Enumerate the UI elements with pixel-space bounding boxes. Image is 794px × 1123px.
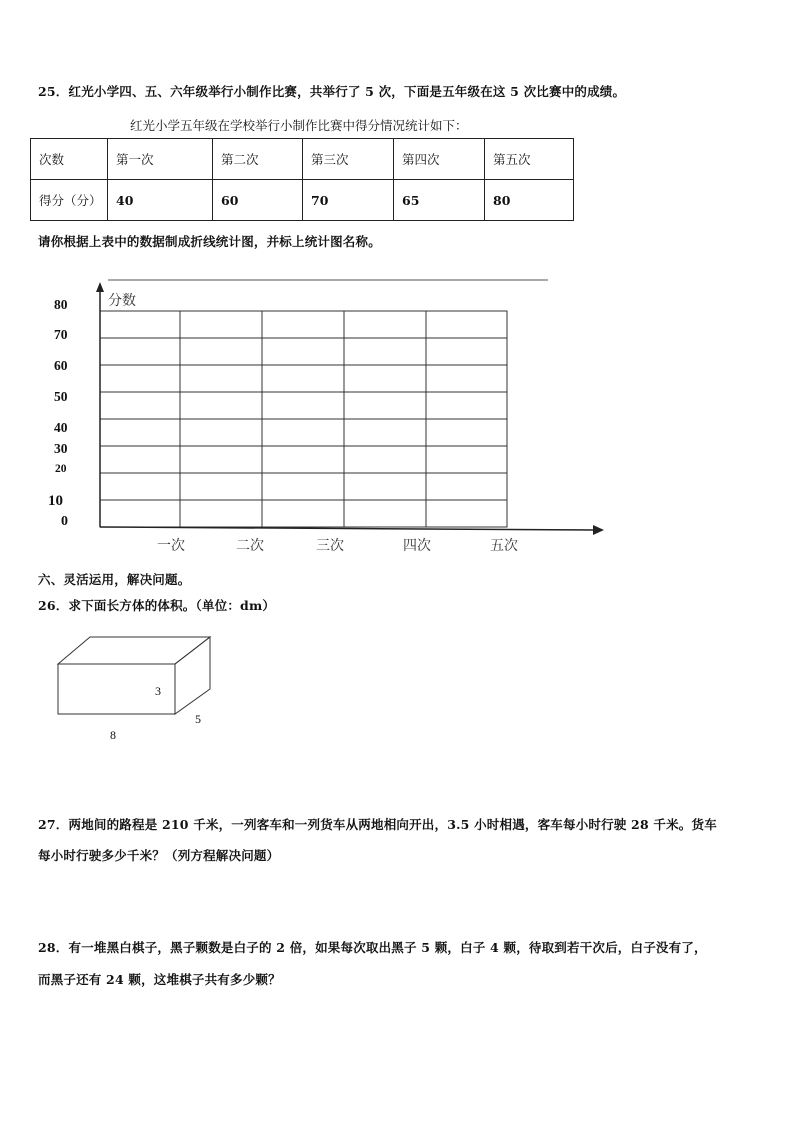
score-cell: 80: [485, 180, 574, 221]
q28-text-line2: 而黑子还有 24 颗，这堆棋子共有多少颗？: [38, 972, 281, 987]
q27-text-line2: 每小时行驶多少千米？（列方程解决问题）: [38, 848, 280, 863]
cuboid-length-label: 8: [110, 728, 116, 742]
cuboid-diagram: [55, 634, 215, 724]
cuboid-height-label: 3: [155, 684, 161, 698]
chart-instruction: 请你根据上表中的数据制成折线统计图，并标上统计图名称。: [38, 234, 381, 249]
y-tick-label: 0: [61, 514, 68, 529]
score-cell: 65: [394, 180, 485, 221]
score-cell: 60: [213, 180, 303, 221]
x-tick-label: 二次: [236, 538, 264, 554]
score-table: [30, 138, 574, 221]
y-tick-label: 20: [55, 463, 67, 475]
y-tick-label: 70: [54, 327, 68, 342]
x-tick-label: 三次: [316, 538, 344, 554]
x-tick-label: 一次: [157, 538, 185, 554]
table-caption: 红光小学五年级在学校举行小制作比赛中得分情况统计如下：: [130, 118, 468, 133]
q26-text: 26．求下面长方体的体积。（单位：dm）: [38, 598, 276, 613]
section-title: 六、灵活运用，解决问题。: [38, 572, 191, 587]
header-cell: 第五次: [485, 139, 574, 180]
header-cell: 次数: [31, 139, 108, 180]
score-cell: 70: [303, 180, 394, 221]
header-cell: 第四次: [394, 139, 485, 180]
y-tick-label: 50: [54, 389, 68, 404]
score-cell: 40: [108, 180, 213, 221]
cuboid-side-face: [175, 637, 210, 714]
y-tick-label: 40: [54, 420, 68, 435]
y-axis-arrow-icon: [96, 282, 104, 292]
y-tick-label: 80: [54, 297, 68, 312]
y-tick-label: 60: [54, 358, 68, 373]
cuboid-top-face: [58, 637, 210, 664]
q27-text-line1: 27．两地间的路程是 210 千米，一列客车和一列货车从两地相向开出，3.5 小时相遇，客车每小时行驶 28 千米。货车: [38, 817, 717, 832]
q28-text-line1: 28．有一堆黑白棋子，黑子颗数是白子的 2 倍，如果每次取出黑子 5 颗，白子 4 颗，待取到若干次后，白子没有了，: [38, 940, 707, 955]
table-row: [31, 180, 574, 221]
cuboid-width-label: 5: [195, 712, 201, 726]
header-cell: 第一次: [108, 139, 213, 180]
grid-lines: [100, 311, 507, 527]
x-axis-arrow-icon: [593, 525, 604, 535]
header-cell: 第二次: [213, 139, 303, 180]
q25-text: 25．红光小学四、五、六年级举行小制作比赛，共举行了 5 次，下面是五年级在这 5 次比赛中的成绩。: [38, 84, 626, 99]
line-chart-grid: [0, 270, 794, 560]
y-axis-label: 分数: [108, 293, 136, 309]
row-label-cell: 得分（分）: [31, 180, 108, 221]
table-row: [31, 139, 574, 180]
x-tick-label: 五次: [490, 538, 518, 554]
header-cell: 第三次: [303, 139, 394, 180]
y-tick-label: 10: [48, 493, 63, 509]
y-tick-label: 30: [54, 441, 68, 456]
x-tick-label: 四次: [403, 538, 431, 554]
